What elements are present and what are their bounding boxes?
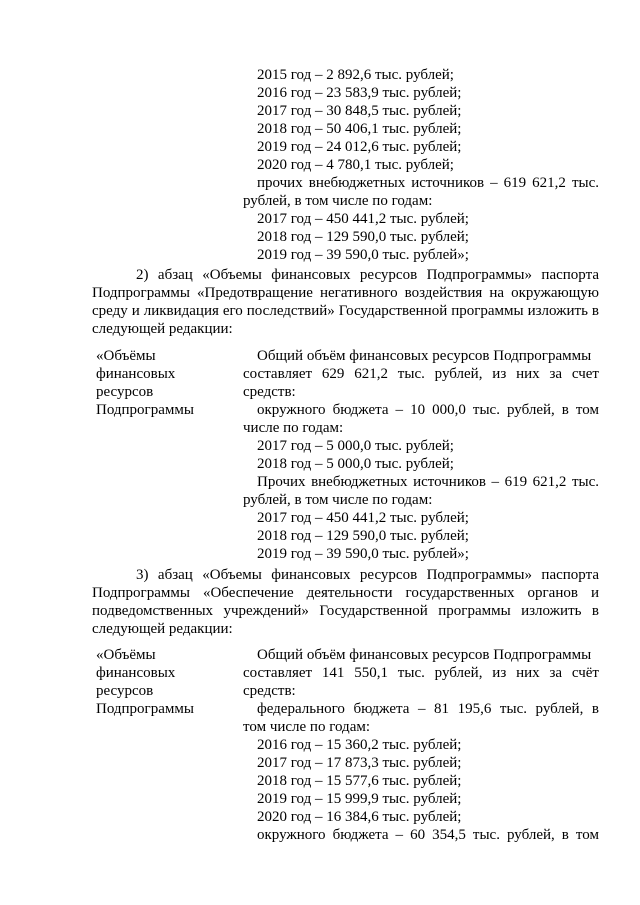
- table-2-text: том числе по годам:: [243, 719, 371, 735]
- funding-year-line: 2015 год – 2 892,6 тыс. рублей;: [257, 67, 454, 83]
- funding-year-line: 2017 год – 30 848,5 тыс. рублей;: [257, 103, 462, 119]
- table-1-text: средств:: [243, 384, 296, 400]
- table-2-text: 2016 год – 15 360,2 тыс. рублей;: [257, 737, 462, 753]
- table-1-label: Подпрограммы: [96, 402, 194, 418]
- table-2-text: 2018 год – 15 577,6 тыс. рублей;: [257, 773, 462, 789]
- table-2-text: Общий объём финансовых ресурсов Подпрограммы: [257, 647, 592, 663]
- table-2-label: финансовых: [96, 665, 176, 681]
- table-2-label: ресурсов: [96, 683, 154, 699]
- table-2-label: «Объёмы: [96, 647, 156, 663]
- table-1-label: «Объёмы: [96, 348, 156, 364]
- paragraph-2-line: Подпрограммы «Предотвращение негативного воздействия на окружающую: [92, 285, 599, 301]
- table-2-text: 2017 год – 17 873,3 тыс. рублей;: [257, 755, 462, 771]
- table-1-text: Общий объём финансовых ресурсов Подпрограммы: [257, 348, 592, 364]
- funding-year-line: 2018 год – 50 406,1 тыс. рублей;: [257, 121, 462, 137]
- other-year-line: 2019 год – 39 590,0 тыс. рублей»;: [257, 247, 469, 263]
- table-2-text: 2019 год – 15 999,9 тыс. рублей;: [257, 791, 462, 807]
- table-1-text: составляет 629 621,2 тыс. рублей, из них за счет: [243, 366, 599, 382]
- table-1-text: окружного бюджета – 10 000,0 тыс. рублей, в том: [257, 402, 599, 418]
- other-sources-line: прочих внебюджетных источников – 619 621,2 тыс.: [257, 175, 599, 191]
- table-1-text: Прочих внебюджетных источников – 619 621,2 тыс.: [257, 474, 599, 490]
- paragraph-2-line: среду и ликвидация его последствий» Государственной программы изложить в: [92, 303, 599, 319]
- funding-year-line: 2016 год – 23 583,9 тыс. рублей;: [257, 85, 462, 101]
- table-1-text: 2017 год – 5 000,0 тыс. рублей;: [257, 438, 454, 454]
- table-1-text: 2018 год – 5 000,0 тыс. рублей;: [257, 456, 454, 472]
- other-year-line: 2017 год – 450 441,2 тыс. рублей;: [257, 211, 469, 227]
- table-1-text: 2019 год – 39 590,0 тыс. рублей»;: [257, 546, 469, 562]
- paragraph-2-line: следующей редакции:: [92, 321, 233, 337]
- table-1-text: рублей, в том числе по годам:: [243, 492, 433, 508]
- table-2-label: Подпрограммы: [96, 701, 194, 717]
- table-2-text: средств:: [243, 683, 296, 699]
- table-2-text: федерального бюджета – 81 195,6 тыс. рублей, в: [257, 701, 599, 717]
- paragraph-3-line: 3) абзац «Объемы финансовых ресурсов Подпрограммы» паспорта: [136, 567, 599, 583]
- funding-year-line: 2019 год – 24 012,6 тыс. рублей;: [257, 139, 462, 155]
- paragraph-3-line: Подпрограммы «Обеспечение деятельности государственных органов и: [92, 585, 599, 601]
- paragraph-3-line: подведомственных учреждений» Государственной программы изложить в: [92, 603, 599, 619]
- table-1-label: финансовых: [96, 366, 176, 382]
- paragraph-3-line: следующей редакции:: [92, 621, 233, 637]
- table-1-text: 2018 год – 129 590,0 тыс. рублей;: [257, 528, 469, 544]
- table-1-text: числе по годам:: [243, 420, 344, 436]
- table-2-text: составляет 141 550,1 тыс. рублей, из них за счёт: [243, 665, 599, 681]
- funding-year-line: 2020 год – 4 780,1 тыс. рублей;: [257, 157, 454, 173]
- table-1-label: ресурсов: [96, 384, 154, 400]
- other-sources-line: рублей, в том числе по годам:: [243, 193, 433, 209]
- table-2-text: 2020 год – 16 384,6 тыс. рублей;: [257, 809, 462, 825]
- table-2-text: окружного бюджета – 60 354,5 тыс. рублей, в том: [257, 827, 599, 843]
- other-year-line: 2018 год – 129 590,0 тыс. рублей;: [257, 229, 469, 245]
- table-1-text: 2017 год – 450 441,2 тыс. рублей;: [257, 510, 469, 526]
- paragraph-2-line: 2) абзац «Объемы финансовых ресурсов Подпрограммы» паспорта: [136, 267, 599, 283]
